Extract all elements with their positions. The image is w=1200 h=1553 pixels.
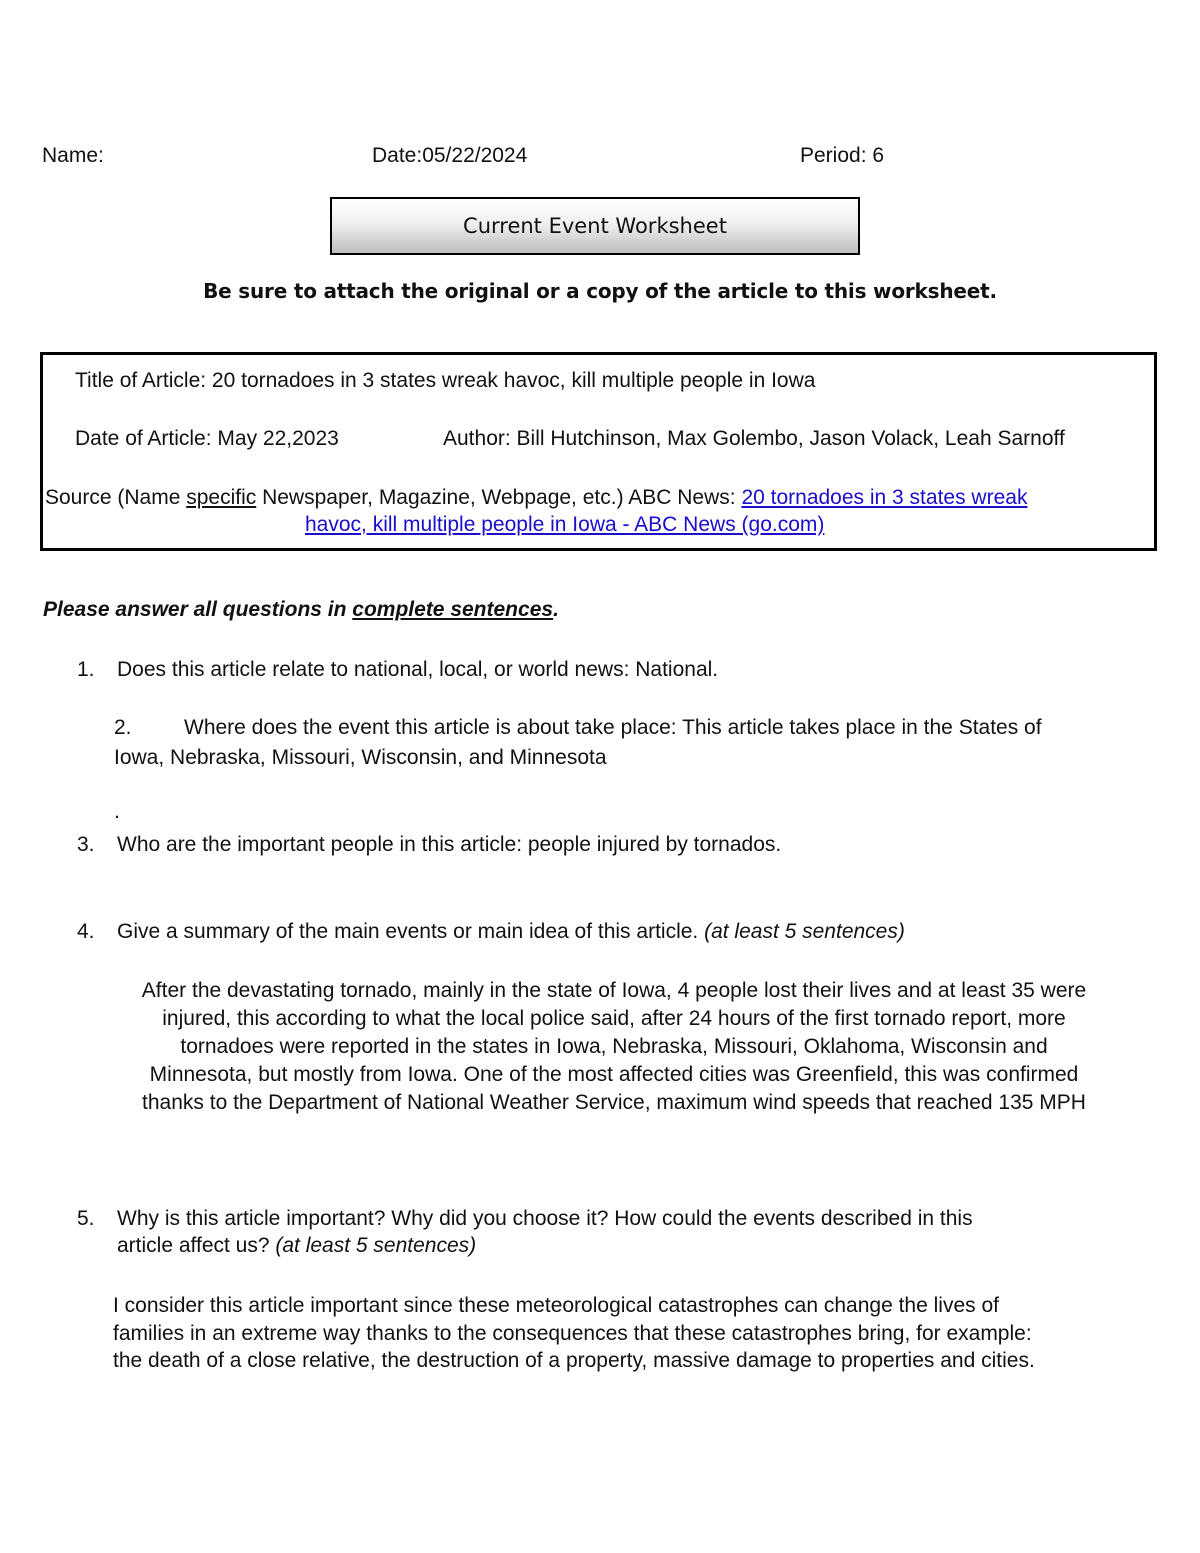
instructions-prefix: Please answer all questions in xyxy=(43,598,353,621)
q4-answer-line: tornadoes were reported in the states in Iowa, Nebraska, Missouri, Oklahoma, Wisconsin and xyxy=(180,1035,1048,1058)
q2-text: Where does the event this article is about take place: This article takes place in the States of xyxy=(184,716,1042,739)
q4-text-italic: (at least 5 sentences) xyxy=(704,920,905,943)
q4-answer-line: Minnesota, but mostly from Iowa. One of the most affected cities was Greenfield, this was confirmed xyxy=(149,1063,1079,1086)
period-label: Period: 6 xyxy=(800,144,885,167)
worksheet-title: Current Event Worksheet xyxy=(463,214,727,238)
q4-answer-line: After the devastating tornado, mainly in the state of Iowa, 4 people lost their lives and at least 35 were xyxy=(141,979,1087,1002)
source-link-part2[interactable]: havoc, kill multiple people in Iowa - ABC News (go.com) xyxy=(305,513,825,536)
q5-text-line1: Why is this article important? Why did you choose it? How could the events described in this xyxy=(117,1207,973,1230)
source-middle: Newspaper, Magazine, Webpage, etc.) ABC News: xyxy=(256,486,742,509)
source-prefix: Source (Name xyxy=(45,486,187,509)
q2-text-line2: Iowa, Nebraska, Missouri, Wisconsin, and Minnesota xyxy=(114,746,607,769)
q5-answer xyxy=(113,1292,1035,1375)
article-source-line xyxy=(45,486,1027,510)
q5-answer-line: families in an extreme way thanks to the consequences that these catastrophes bring, for example: xyxy=(113,1321,1032,1345)
date-label: Date:05/22/2024 xyxy=(372,144,528,167)
q4-answer-line: thanks to the Department of National Weather Service, maximum wind speeds that reached 135 MPH xyxy=(142,1091,1086,1114)
q1-number: 1. xyxy=(77,658,95,681)
q4-answer xyxy=(70,977,1158,1117)
article-author-line: Author: Bill Hutchinson, Max Golembo, Jason Volack, Leah Sarnoff xyxy=(443,427,1065,450)
q5-text-main: article affect us? xyxy=(117,1234,276,1257)
instructions xyxy=(43,598,559,622)
q2-dot: . xyxy=(114,800,120,823)
q5-text-italic: (at least 5 sentences) xyxy=(275,1234,477,1257)
worksheet-title-banner xyxy=(330,197,860,255)
q2-number: 2. xyxy=(114,716,132,739)
q4-answer-line: injured, this according to what the local police said, after 24 hours of the first tornado report, more xyxy=(162,1007,1066,1030)
q4-text-main: Give a summary of the main events or main idea of this article. xyxy=(117,920,705,943)
instructions-suffix: . xyxy=(553,598,559,621)
article-date-line: Date of Article: May 22,2023 xyxy=(75,427,339,450)
attach-note: Be sure to attach the original or a copy of the article to this worksheet. xyxy=(203,279,997,303)
article-title-line: Title of Article: 20 tornadoes in 3 states wreak havoc, kill multiple people in Iowa xyxy=(75,369,816,392)
q5-number: 5. xyxy=(77,1207,95,1230)
q1-text: Does this article relate to national, local, or world news: National. xyxy=(117,658,719,681)
q5-answer-line: the death of a close relative, the destruction of a property, massive damage to properties and cities. xyxy=(113,1349,1035,1372)
q3-text: Who are the important people in this article: people injured by tornados. xyxy=(117,833,782,856)
source-link-part1[interactable]: 20 tornadoes in 3 states wreak xyxy=(741,486,1028,509)
q5-answer-line: I consider this article important since these meteorological catastrophes can change the lives of xyxy=(113,1294,999,1317)
q5-text-line2 xyxy=(117,1234,476,1258)
q4-number: 4. xyxy=(77,920,95,943)
article-info-box xyxy=(40,352,1157,551)
source-specific: specific xyxy=(186,486,257,509)
article-source-line-2 xyxy=(305,513,824,537)
instructions-underlined: complete sentences xyxy=(352,598,554,621)
name-label: Name: xyxy=(42,144,104,167)
q4-text xyxy=(117,920,905,944)
q3-number: 3. xyxy=(77,833,95,856)
